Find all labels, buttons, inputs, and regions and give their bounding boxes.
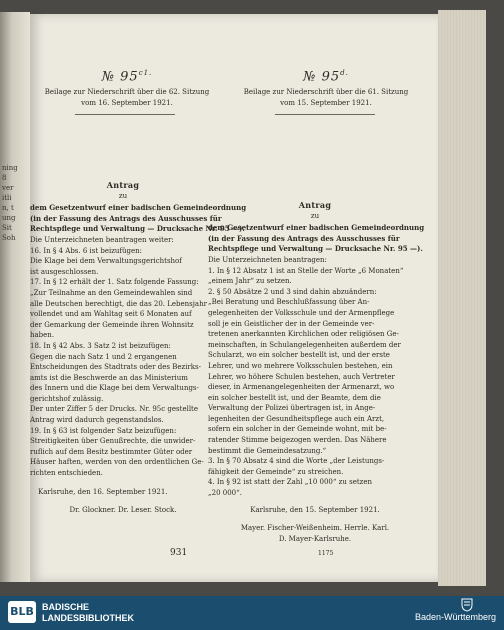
prev-page-text: itli (2, 194, 12, 202)
prev-page-text: ning (2, 164, 18, 172)
left-body-line: (in der Fassung des Antrags des Ausschusses für (30, 213, 222, 223)
right-body (208, 200, 425, 544)
previous-page-fragment (0, 14, 24, 574)
library-name-line2: LANDESBIBLIOTHEK (42, 613, 134, 623)
partner-name[interactable]: Baden-Württemberg (414, 612, 496, 622)
page-marker: 1175 (318, 550, 334, 557)
prev-page-text: ver (2, 184, 14, 192)
right-body-line: tretenen anerkannten Kirchlichen oder religiösen Ge- (208, 330, 399, 339)
left-body-line: Die Klage bei dem Verwaltungsgerichtshof (30, 257, 182, 266)
left-divider (75, 114, 175, 115)
right-body-line: (in der Fassung des Antrags des Ausschusses für (208, 233, 400, 243)
left-body-line: amts ist die Beschwerde an das Ministerium (30, 373, 188, 382)
blb-logo[interactable]: BLB (8, 601, 36, 623)
prev-page-text: 8 (2, 174, 7, 182)
right-body-lines (208, 223, 425, 498)
right-subtitle-date: vom 15. September 1921. (280, 98, 372, 107)
library-footer (0, 596, 504, 630)
right-zu: zu (310, 211, 320, 220)
right-body-line: 3. In § 70 Absatz 4 sind die Worte „der Leistungs- (208, 457, 385, 466)
left-body-line: Gegen die nach Satz 1 und 2 ergangenen (30, 352, 177, 361)
left-body-line: dem Gesetzentwurf einer badischen Gemeindeordnung (30, 203, 247, 213)
left-body-line: 19. In § 63 ist folgender Satz beizufügen: (30, 426, 177, 435)
prev-page-text: ung (2, 214, 16, 222)
crest-icon (460, 598, 474, 612)
left-body-line: alle Deutschen berechtigt, die das 20. Lebensjahr (30, 299, 207, 308)
right-body-line: 1. In § 12 Absatz 1 ist an Stelle der Worte „6 Monaten“ (208, 266, 404, 275)
prev-page-text: n, t (2, 204, 14, 212)
right-body-line: legenheiten der Gesundheitspflege auch ein Arzt, (208, 414, 385, 423)
left-body-line: 16. In § 4 Abs. 6 ist beizufügen: (30, 246, 143, 255)
left-document-number: № $95^{c1.}$ (101, 69, 153, 85)
left-body-line: Streitigkeiten über Genußrechte, die unwider- (30, 437, 196, 446)
right-body-line: Schularzt, wo ein solcher bestellt ist, und der erste (208, 351, 390, 360)
left-zu: zu (118, 191, 128, 200)
left-body-line: 18. In § 42 Abs. 3 Satz 2 ist beizufügen: (30, 341, 171, 350)
right-body-line: 2. § 50 Absätze 2 und 3 sind dahin abzuändern: (208, 287, 377, 296)
right-body-line: Lehrer, wo höhere Schulen bestehen, auch Vertreter (208, 372, 395, 381)
left-body-line: ist ausgeschlossen. (30, 267, 99, 276)
right-body-line: Rechtspflege und Verwaltung — Drucksache Nr. 95 —). (208, 244, 423, 254)
right-body-line: meinschaften, in Schulangelegenheiten außerdem der (208, 340, 401, 349)
left-body-line: gerichtshof zulässig. (30, 394, 104, 403)
prev-page-text: Soh (2, 234, 16, 242)
left-body-line: Der unter Ziffer 5 der Drucks. Nr. 95c gestellte (30, 405, 199, 414)
left-body-line: Rechtspflege und Verwaltung — Drucksache Nr. 95 —). (30, 224, 245, 234)
right-body-line: Verwaltung der Polizei übertragen ist, in Ange- (208, 404, 376, 413)
right-divider (275, 114, 375, 115)
right-body-line: Die Unterzeichneten beantragen: (208, 255, 327, 264)
left-body-line: richten entschieden. (30, 469, 103, 478)
left-body-line: des Innern und die Klage bei dem Verwaltungs- (30, 384, 199, 393)
left-signatures: Dr. Glockner. Dr. Leser. Stock. (69, 506, 177, 515)
right-body-line: sofern ein solcher in der Gemeinde wohnt, mit be- (208, 425, 387, 434)
right-body-line: gelegenheiten der Volksschule und der Armenpflege (208, 308, 395, 317)
book-page (30, 14, 438, 582)
right-body-line: 4. In § 92 ist statt der Zahl „10 000“ zu setzen (208, 478, 372, 487)
right-body-line: ratender Stimme beigezogen werden. Das Nähere (208, 436, 387, 445)
left-body-line: „Zur Teilnahme an den Gemeindewahlen sind (30, 288, 193, 297)
left-column (38, 68, 216, 108)
right-place-date: Karlsruhe, den 15. September 1921. (250, 505, 380, 514)
left-subtitle-date: vom 16. September 1921. (81, 98, 173, 107)
left-body-line: Die Unterzeichneten beantragen weiter: (30, 235, 174, 244)
right-body-line: dieser, in Armenangelegenheiten der Armenarzt, wo (208, 383, 395, 392)
left-subtitle: Beilage zur Niederschrift über die 62. Sitzung (44, 87, 210, 96)
left-heading: Antrag (106, 180, 140, 190)
right-body-line: „einem Jahr“ zu setzen. (208, 277, 292, 286)
right-body-line: „Bei Beratung und Beschlußfassung über An- (208, 298, 370, 307)
right-body-line: fähigkeit der Gemeinde“ zu streichen. (208, 467, 344, 476)
library-name (42, 602, 134, 624)
page-edges (438, 10, 486, 586)
left-body-line: der Gemarkung der Gemeinde ihren Wohnsitz (30, 320, 194, 329)
right-body-line: dem Gesetzentwurf einer badischen Gemeindeordnung (208, 223, 425, 233)
library-name-line1: BADISCHE (42, 602, 90, 612)
left-body-line: vollendet und am Wahltag seit 6 Monaten auf (30, 310, 192, 319)
prev-page-text: Sit (2, 224, 12, 232)
right-body-line: soll je ein Geistlicher der in der Gemeinde ver- (208, 319, 375, 328)
right-subtitle: Beilage zur Niederschrift über die 61. Sitzung (243, 87, 409, 96)
right-body-line: „20 000“. (208, 489, 242, 498)
left-body-line: Häuser haften, werden von den ordentlichen Ge- (30, 458, 204, 467)
left-body-line: 17. In § 12 erhält der 1. Satz folgende Fassung: (30, 278, 199, 287)
right-heading: Antrag (298, 200, 332, 210)
right-signatures: Mayer. Fischer-Weißenheim. Herrle. Karl. (240, 524, 390, 533)
left-body-line: Antrag wird dadurch gegenstandslos. (30, 416, 164, 425)
right-body-line: ein solcher bestellt ist, und der Beamte, dem die (208, 393, 381, 402)
right-body-line: Lehrer, und wo mehrere Volksschulen bestehen, ein (208, 361, 393, 370)
left-place-date: Karlsruhe, den 16. September 1921. (38, 487, 168, 496)
right-body-line: bestimmt die Gemeindesatzung.“ (208, 446, 327, 455)
left-body-lines (30, 203, 247, 478)
right-column (236, 68, 416, 108)
left-body-line: haben. (30, 331, 55, 340)
right-document-number: № $95^{d.}$ (303, 69, 349, 85)
left-body-line: Entscheidungen des Stadtrats oder des Bezirks- (30, 363, 201, 372)
right-signatures-line2: D. Mayer-Karlsruhe. (278, 534, 352, 543)
left-body-line: ruflich auf dem Besitz bestimmter Güter oder (30, 447, 193, 456)
page-number: 931 (170, 548, 188, 558)
